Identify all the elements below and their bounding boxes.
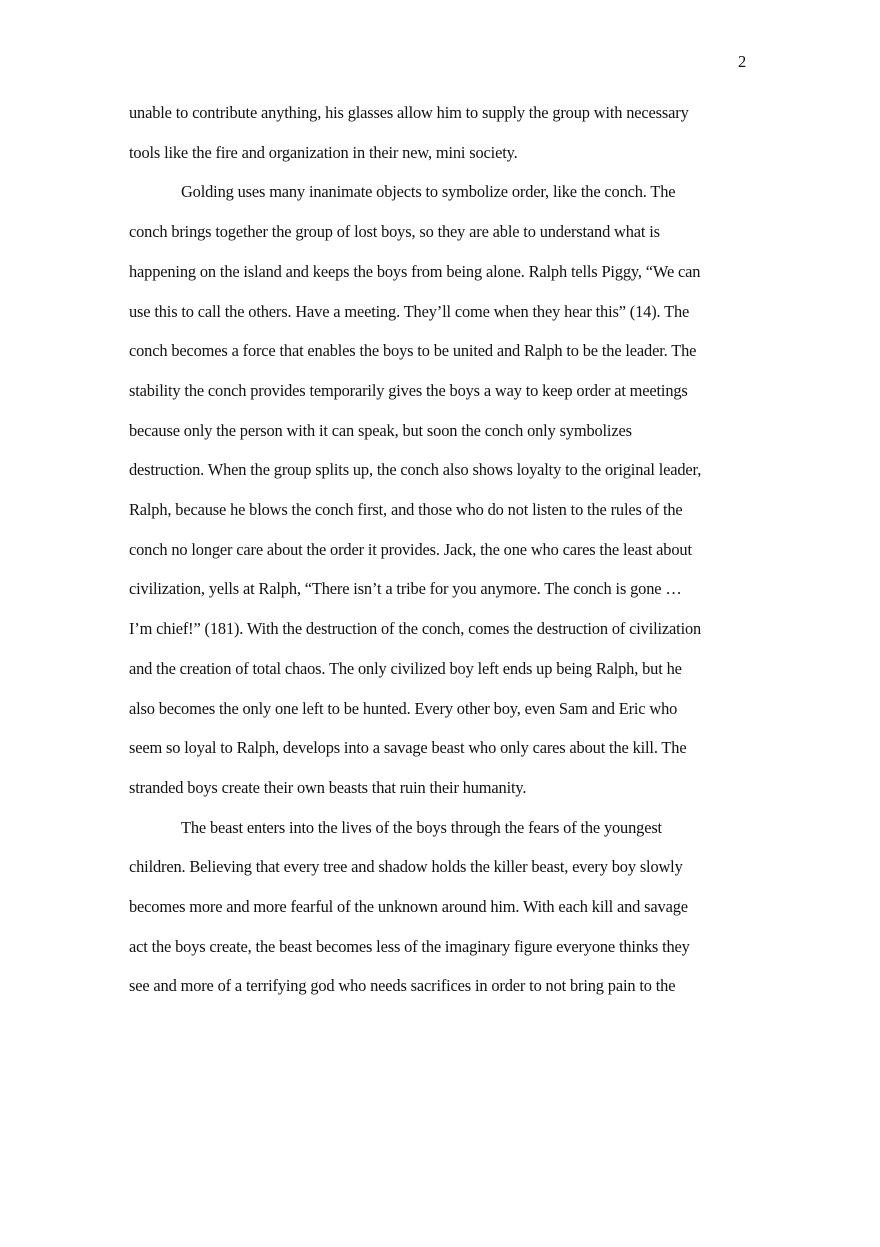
text-line: conch no longer care about the order it provides. Jack, the one who cares the least about	[129, 539, 692, 559]
text-line: children. Believing that every tree and shadow holds the killer beast, every boy slowly	[129, 857, 683, 877]
text-line: conch brings together the group of lost boys, so they are able to understand what is	[129, 222, 660, 242]
text-line: unable to contribute anything, his glasses allow him to supply the group with necessary	[129, 103, 689, 122]
text-line: civilization, yells at Ralph, “There isn’t a tribe for you anymore. The conch is gone …	[129, 579, 682, 599]
text-line: see and more of a terrifying god who needs sacrifices in order to not bring pain to the	[129, 976, 676, 996]
page-number: 2	[738, 52, 747, 71]
text-line: act the boys create, the beast becomes less of the imaginary figure everyone thinks they	[129, 936, 690, 956]
text-line: because only the person with it can speak, but soon the conch only symbolizes	[129, 420, 632, 440]
text-line: I’m chief!” (181). With the destruction of the conch, comes the destruction of civilization	[129, 619, 702, 639]
text-line: Ralph, because he blows the conch first, and those who do not listen to the rules of the	[129, 500, 683, 519]
text-line: destruction. When the group splits up, the conch also shows loyalty to the original leader,	[129, 460, 702, 480]
paragraph-first-line: The beast enters into the lives of the boys through the fears of the youngest	[181, 817, 662, 837]
text-line: tools like the fire and organization in their new, mini society.	[129, 142, 518, 162]
text-line: stability the conch provides temporarily gives the boys a way to keep order at meetings	[129, 380, 688, 400]
paragraph-first-line: Golding uses many inanimate objects to symbolize order, like the conch. The	[181, 182, 676, 202]
text-line: becomes more and more fearful of the unknown around him. With each kill and savage	[129, 897, 688, 916]
text-line: stranded boys create their own beasts that ruin their humanity.	[129, 777, 527, 797]
text-line: seem so loyal to Ralph, develops into a savage beast who only cares about the kill. The	[129, 738, 687, 758]
text-line: also becomes the only one left to be hunted. Every other boy, even Sam and Eric who	[129, 698, 678, 718]
text-line: and the creation of total chaos. The only civilized boy left ends up being Ralph, but he	[129, 658, 682, 678]
text-line: happening on the island and keeps the boys from being alone. Ralph tells Piggy, “We can	[129, 261, 701, 281]
text-line: conch becomes a force that enables the boys to be united and Ralph to be the leader. The	[129, 341, 697, 361]
text-line: use this to call the others. Have a meeting. They’ll come when they hear this” (14). The	[129, 301, 690, 321]
